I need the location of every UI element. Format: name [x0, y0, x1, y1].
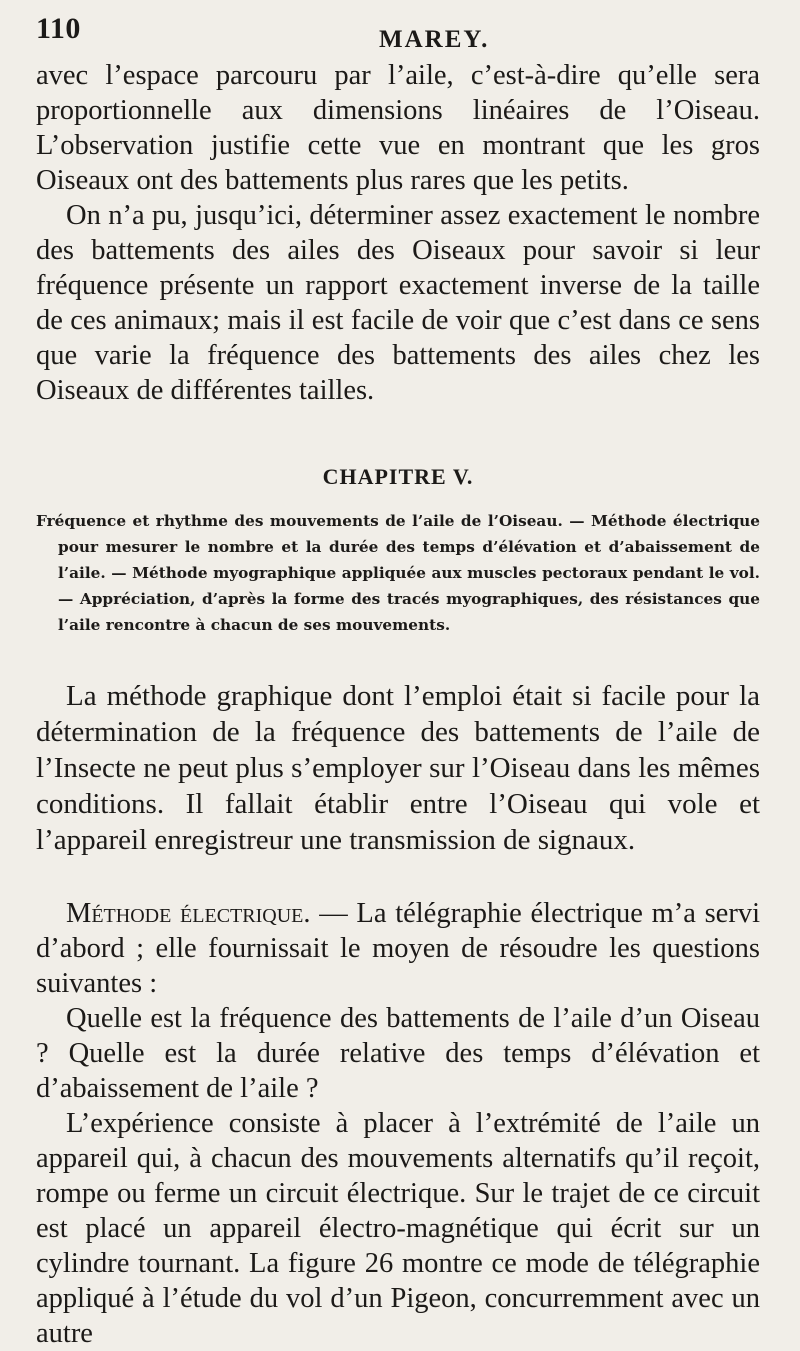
section-paragraph: [36, 896, 760, 1001]
section-text: La télégraphie électrique m’a servi d’abord ; elle fournissait le moyen de résoudre les questions suivantes :: [36, 898, 760, 999]
chapter-title: CHAPITRE V.: [322, 464, 474, 489]
chapter-summary: Fréquence et rhythme des mouvements de l’aile de l’Oiseau. — Méthode électrique pour mesurer le nombre et la durée des temps d’élévation et d’abaissement de l’aile. — Méthode myographique appliquée aux muscles pectoraux pendant le vol. — Appréciation, d’après la forme des tracés myographiques, des résistances que l’aile rencontre à chacun de ses mouvements.: [36, 512, 760, 634]
section-spacer: [36, 858, 760, 896]
paragraph-1: avec l’espace parcouru par l’aile, c’est-à-dire qu’elle sera proportionnelle aux dimensions linéaires de l’Oiseau. L’observation justifie cette vue en montrant que les gros Oiseaux ont des battements plus rares que les petits.: [36, 60, 760, 196]
running-head: MAREY.: [379, 26, 490, 53]
section-dash: —: [310, 898, 357, 929]
page-header: [36, 12, 760, 58]
page-number: 110: [36, 12, 81, 45]
paragraph-2: On n’a pu, jusqu’ici, déterminer assez exactement le nombre des battements des ailes des Oiseaux pour savoir si leur fréquence présente un rapport exactement inverse de la taille de ces animaux; mais il est facile de voir que c’est dans ce sens que varie la fréquence des battements des ailes chez les Oiseaux de différentes tailles.: [36, 200, 760, 406]
section-heading: Méthode électrique.: [66, 898, 311, 929]
paragraph-method: La méthode graphique dont l’emploi était si facile pour la détermination de la fréquence des battements de l’aile de l’Insecte ne peut plus s’employer sur l’Oiseau dans les mêmes conditions. Il fallait établir entre l’Oiseau qui vole et l’appareil enregistreur une transmission de signaux.: [36, 680, 760, 856]
paragraph-experience: L’expérience consiste à placer à l’extrémité de l’aile un appareil qui, à chacun des mouvements alternatifs qu’il reçoit, rompe ou ferme un circuit électrique. Sur le trajet de ce circuit est placé un appareil électro-magnétique qui écrit sur un cylindre tournant. La figure 26 montre ce mode de télégraphie appliqué à l’étude du vol d’un Pigeon, concurremment avec un autre: [36, 1108, 760, 1349]
paragraph-questions: Quelle est la fréquence des battements de l’aile d’un Oiseau ? Quelle est la durée relative des temps d’élévation et d’abaissement de l’aile ?: [36, 1003, 760, 1104]
